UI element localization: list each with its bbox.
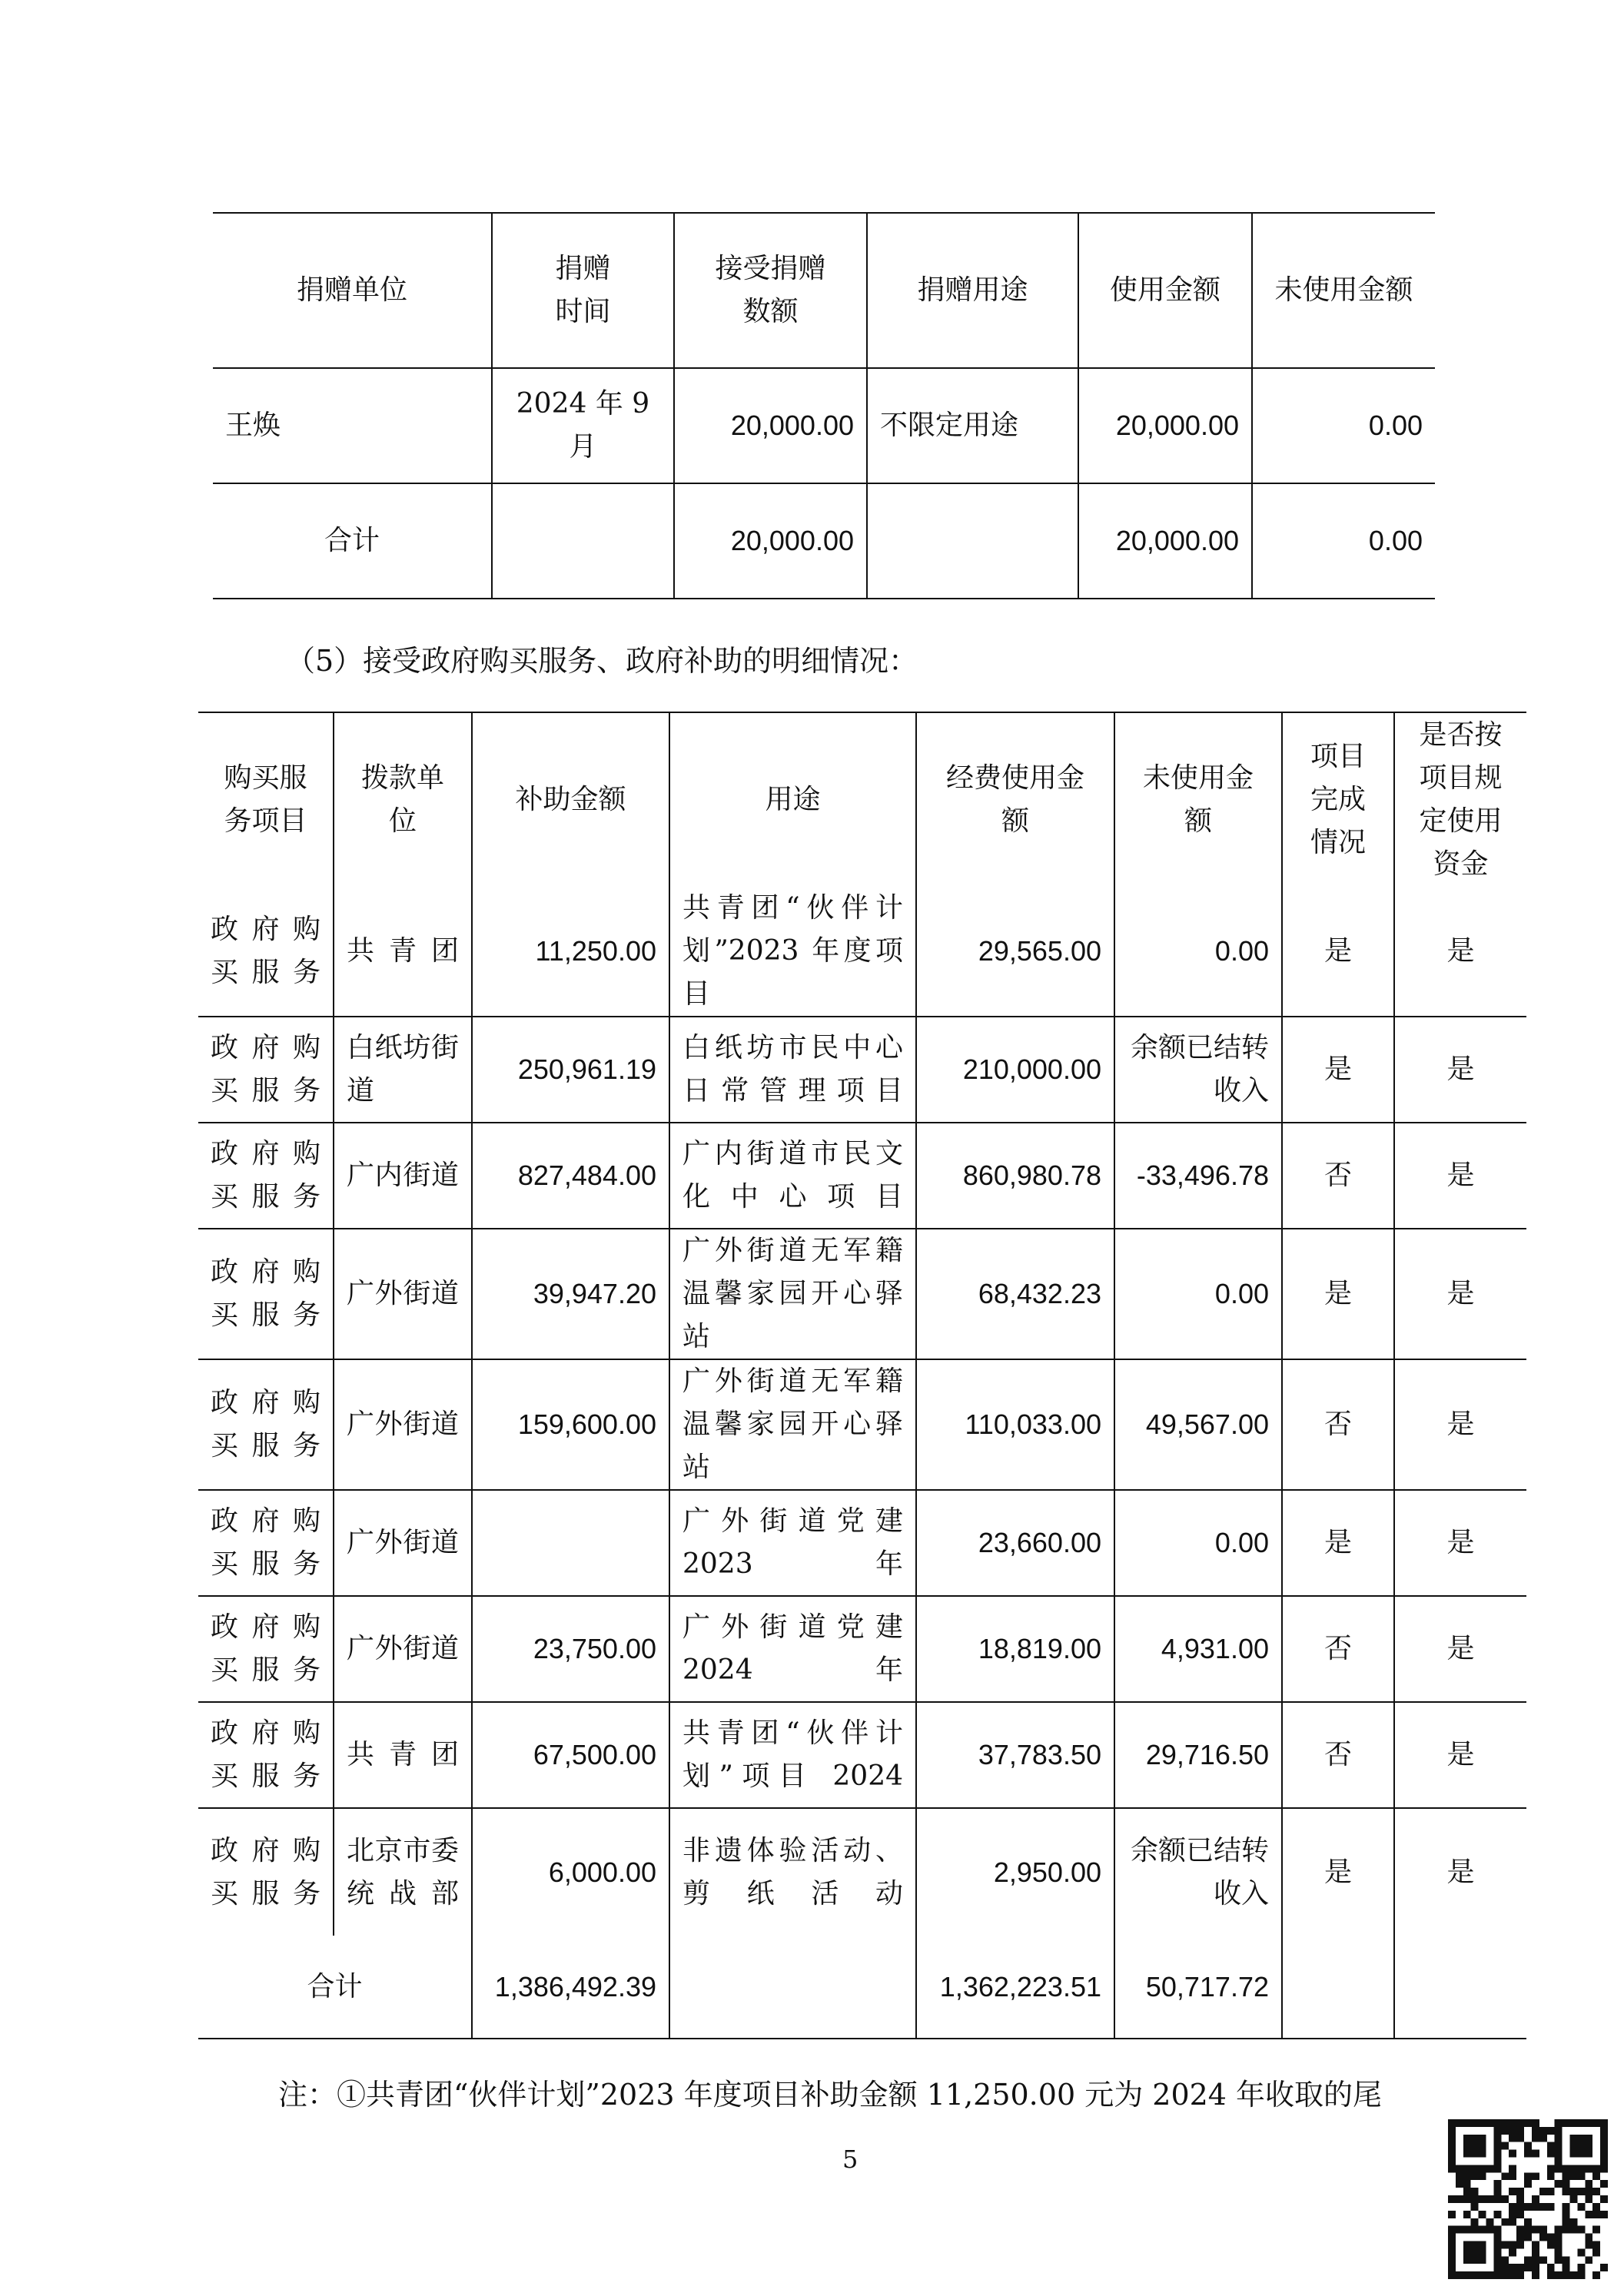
- row-unused: 余额已结转收入: [1114, 1808, 1282, 1936]
- row-compliant: 是: [1394, 1702, 1526, 1808]
- donor-unit: 王焕: [213, 368, 492, 483]
- header-compliant: 是否按 项目规 定使用 资金: [1394, 712, 1526, 887]
- row-purpose: 非遗体验活动、剪纸活动: [669, 1808, 916, 1936]
- row-done: 是: [1282, 1808, 1394, 1936]
- table-row: [198, 1808, 1526, 1936]
- total-used: 1,362,223.51: [916, 1936, 1114, 2039]
- table-row: [198, 1229, 1526, 1359]
- row-used: 68,432.23: [916, 1229, 1114, 1359]
- table-row: [198, 1596, 1526, 1702]
- total-unused: 50,717.72: [1114, 1936, 1282, 2039]
- row-used: 2,950.00: [916, 1808, 1114, 1936]
- donation-amount: 20,000.00: [674, 368, 867, 483]
- row-done: 否: [1282, 1702, 1394, 1808]
- row-done: 否: [1282, 1359, 1394, 1490]
- table-row: [198, 1702, 1526, 1808]
- row-done: 否: [1282, 1123, 1394, 1229]
- header-subsidy: 补助金额: [472, 712, 669, 887]
- table-row: [198, 887, 1526, 1017]
- row-unused: 0.00: [1114, 1490, 1282, 1596]
- row-item: 政府购买服务: [198, 1808, 334, 1936]
- empty-cell: [867, 483, 1078, 599]
- total-label: 合计: [213, 483, 492, 599]
- row-unused: 29,716.50: [1114, 1702, 1282, 1808]
- row-unused: 4,931.00: [1114, 1596, 1282, 1702]
- row-used: 210,000.00: [916, 1017, 1114, 1123]
- row-compliant: 是: [1394, 887, 1526, 1017]
- row-unused: 余额已结转收入: [1114, 1017, 1282, 1123]
- total-amount: 1,386,492.39: [472, 1936, 669, 2039]
- row-done: 是: [1282, 1490, 1394, 1596]
- row-purpose: 广外街道党建 2024 年: [669, 1596, 916, 1702]
- footnote: 注：①共青团“伙伴计划”2023 年度项目补助金额 11,250.00 元为 2024 年收取的尾: [278, 2078, 1383, 2112]
- row-purpose: 白纸坊市民中心日常管理项目: [669, 1017, 916, 1123]
- row-unit: 共青团: [334, 1702, 472, 1808]
- row-amount: 159,600.00: [472, 1359, 669, 1490]
- row-compliant: 是: [1394, 1123, 1526, 1229]
- row-purpose: 广外街道无军籍温馨家园开心驿站: [669, 1229, 916, 1359]
- row-compliant: 是: [1394, 1359, 1526, 1490]
- empty-cell: [1282, 1936, 1394, 2039]
- row-amount: 39,947.20: [472, 1229, 669, 1359]
- section-heading: （5）接受政府购买服务、政府补助的明细情况：: [286, 644, 918, 678]
- total-used: 20,000.00: [1078, 483, 1252, 599]
- total-label: 合计: [307, 1970, 363, 2002]
- gov-total-row: [198, 1936, 1526, 2039]
- empty-cell: [1394, 1936, 1526, 2039]
- row-compliant: 是: [1394, 1808, 1526, 1936]
- row-purpose: 广外街道党建 2023 年: [669, 1490, 916, 1596]
- row-unused: 49,567.00: [1114, 1359, 1282, 1490]
- row-purpose: 共青团“伙伴计划”项目 2024: [669, 1702, 916, 1808]
- total-unused: 0.00: [1252, 483, 1435, 599]
- total-amount: 20,000.00: [674, 483, 867, 599]
- header-donor: 捐赠单位: [296, 274, 407, 306]
- row-item: 政府购买服务: [198, 1017, 334, 1123]
- row-unit: 广外街道: [334, 1490, 472, 1596]
- donation-table: [213, 212, 1435, 599]
- header-done: 项目 完成 情况: [1282, 712, 1394, 887]
- row-unit: 广外街道: [334, 1359, 472, 1490]
- empty-cell: [669, 1936, 916, 2039]
- table-row: [213, 368, 1435, 483]
- row-unused: -33,496.78: [1114, 1123, 1282, 1229]
- row-unit: 白纸坊街道: [334, 1017, 472, 1123]
- row-amount: 250,961.19: [472, 1017, 669, 1123]
- table-row: [198, 1017, 1526, 1123]
- header-amount: 接受捐赠 数额: [674, 213, 867, 368]
- header-time: 捐赠 时间: [492, 213, 674, 368]
- row-amount: [472, 1490, 669, 1596]
- donation-total-row: [213, 483, 1435, 599]
- qr-code-icon: [1448, 2119, 1608, 2279]
- gov-header-row: [198, 712, 1526, 887]
- row-used: 110,033.00: [916, 1359, 1114, 1490]
- table-row: [198, 1123, 1526, 1229]
- header-unused: 未使用金额: [1252, 213, 1435, 368]
- row-unit: 共青团: [334, 887, 472, 1017]
- table-row: [198, 1490, 1526, 1596]
- row-done: 否: [1282, 1596, 1394, 1702]
- row-done: 是: [1282, 1017, 1394, 1123]
- empty-cell: [492, 483, 674, 599]
- header-used: 经费使用金 额: [916, 712, 1114, 887]
- donation-used: 20,000.00: [1078, 368, 1252, 483]
- row-amount: 6,000.00: [472, 1808, 669, 1936]
- donation-time: 2024 年 9 月: [492, 368, 674, 483]
- header-unit: 拨款单 位: [334, 712, 472, 887]
- row-unused: 0.00: [1114, 1229, 1282, 1359]
- row-amount: 11,250.00: [472, 887, 669, 1017]
- row-item: 政府购买服务: [211, 914, 320, 988]
- row-purpose: 共青团“伙伴计划”2023 年度项目: [669, 887, 916, 1017]
- row-done: 是: [1282, 887, 1394, 1017]
- donation-purpose: 不限定用途: [867, 368, 1078, 483]
- row-unused: 0.00: [1114, 887, 1282, 1017]
- row-done: 是: [1282, 1229, 1394, 1359]
- donation-unused: 0.00: [1252, 368, 1435, 483]
- row-used: 18,819.00: [916, 1596, 1114, 1702]
- row-amount: 23,750.00: [472, 1596, 669, 1702]
- row-used: 37,783.50: [916, 1702, 1114, 1808]
- donation-header-row: [213, 213, 1435, 368]
- header-purpose: 捐赠用途: [867, 213, 1078, 368]
- gov-services-table: [198, 712, 1526, 2039]
- row-unit: 广外街道: [334, 1596, 472, 1702]
- row-amount: 67,500.00: [472, 1702, 669, 1808]
- row-item: 政府购买服务: [198, 1490, 334, 1596]
- header-item: 购买服 务项目: [224, 762, 307, 837]
- row-amount: 827,484.00: [472, 1123, 669, 1229]
- row-purpose: 广内街道市民文化中心项目: [669, 1123, 916, 1229]
- row-item: 政府购买服务: [198, 1229, 334, 1359]
- header-unused: 未使用金 额: [1114, 712, 1282, 887]
- row-purpose: 广外街道无军籍温馨家园开心驿站: [669, 1359, 916, 1490]
- row-used: 23,660.00: [916, 1490, 1114, 1596]
- row-unit: 广内街道: [334, 1123, 472, 1229]
- row-item: 政府购买服务: [198, 1359, 334, 1490]
- row-compliant: 是: [1394, 1229, 1526, 1359]
- row-item: 政府购买服务: [198, 1702, 334, 1808]
- row-compliant: 是: [1394, 1017, 1526, 1123]
- row-item: 政府购买服务: [198, 1596, 334, 1702]
- row-compliant: 是: [1394, 1596, 1526, 1702]
- header-used: 使用金额: [1078, 213, 1252, 368]
- header-purpose: 用途: [669, 712, 916, 887]
- table-row: [198, 1359, 1526, 1490]
- row-used: 860,980.78: [916, 1123, 1114, 1229]
- page-number: 5: [842, 2145, 858, 2174]
- row-compliant: 是: [1394, 1490, 1526, 1596]
- row-item: 政府购买服务: [198, 1123, 334, 1229]
- row-unit: 北京市委统战部: [334, 1808, 472, 1936]
- row-unit: 广外街道: [334, 1229, 472, 1359]
- row-used: 29,565.00: [916, 887, 1114, 1017]
